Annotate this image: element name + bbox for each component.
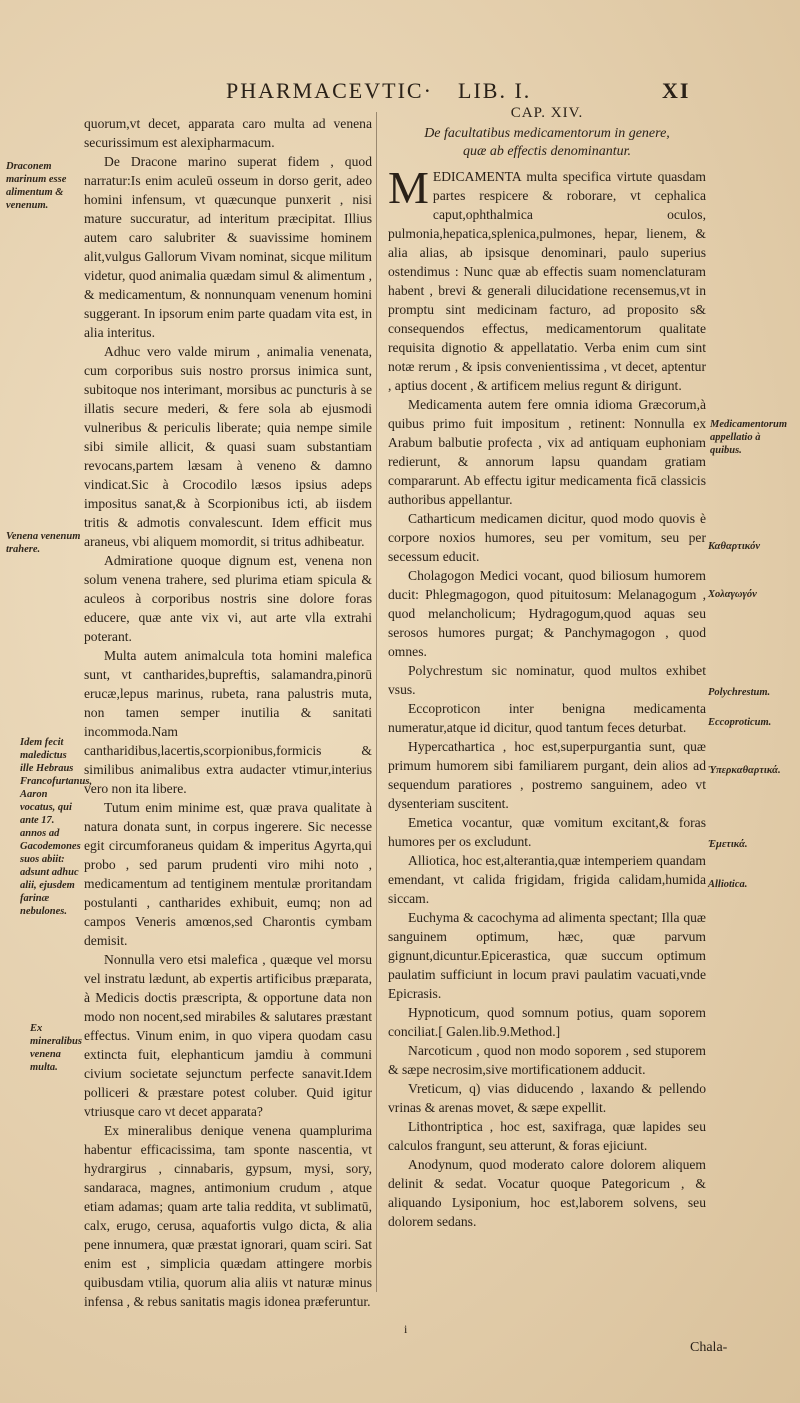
paragraph: Eccoproticon inter benigna medicamenta numeratur,atque id dicitur, quod tantum feces deturbat. xyxy=(388,701,706,735)
margin-note: Polychrestum. xyxy=(708,687,771,698)
paragraph: EDICAMENTA multa specifica virtute quasdam partes respicere & roborare, vt cephalica caput,ophthalmica oculos, pulmonia,hepatica,splenica,pulmones, hepar, lienem, & alia alias, ab ipsisque denominari, paulo superius ostendimus : Nunc quæ ab effectis suam nomenclaturam habent , brevi & generali dilucidatione recensemus,vt in promptu sint medicinam facturo, ad proposito s& consequendos effectus, medicamentorum qualitate requisita dignotio & appellatatio. Verba enim cum sint notæ rerum , & ipsis convenientissima , vt decet, aptentur , aptius docent , & artificem melius regunt & dirigunt. xyxy=(388,169,706,393)
drop-capital: M xyxy=(388,162,429,213)
paragraph: Nonnulla vero etsi malefica , quæque vel morsu vel instratu lædunt, ab expertis artificibus præparata, à Medicis doctis præscripta, & opportune data non modo non nocent,sed mirabiles & salutares præstant effectus. Vinum enim, in quo vipera quodam casu extincta fuit, elephanticum jamdiu à communi civium societate sejunctum perfecte sanavit.Idem polliceri & præstare potest coluber. Quid igitur vtriusque caro vt decet apparata? xyxy=(84,952,372,1119)
paragraph: Tutum enim minime est, quæ prava qualitate à natura donata sunt, in corpus ingerere. Sic necesse egit circumforaneus quidam & imperitus Agyrta,qui probo , sed parum prudenti viro mihi noto , medicamentum ad tentiginem mentulæ proritandam postulanti , cantharides exhibuit, eumq; non ad campos Veneris amœnos,sed Charontis cymbam demisit. xyxy=(84,800,372,948)
left-column xyxy=(84,114,372,1311)
subtitle-line: De facultatibus medicamentorum in genere, xyxy=(424,126,670,141)
paragraph: Vreticum, q) vias diducendo , laxando & pellendo vrinas & arenas movet, & sæpe expellit. xyxy=(388,1081,706,1115)
margin-note: Ὑπερκαθαρτικά. xyxy=(708,765,781,776)
running-title: PHARMACEVTIC· xyxy=(226,78,433,103)
folio-number: XI xyxy=(662,78,691,103)
paragraph: Emetica vocantur, quæ vomitum excitant,& foras humores per os excludunt. xyxy=(388,815,706,849)
paragraph: Medicamenta autem fere omnia idioma Græcorum,à quibus primo fuit impositum , retinent: Nonnulla ex Arabum balbutie profecta , vix ad antiquam euphoniam redierunt, & annorum lapsu quandam gratiam compararunt. Ab effectu igitur medicamenta ficā classicis authoribus appellantur. xyxy=(388,397,706,507)
chapter-heading: CAP. XIV. xyxy=(510,105,584,121)
margin-note: Alliotica. xyxy=(708,879,748,890)
paragraph: De Dracone marino superat fidem , quod narratur:Is enim aculeū osseum in dorso gerit, adeo homini infensum, vt quæcunque punxerit , nisi mature succuratur, ad interitum præcipitat. Illius autem caro salubriter & suavissime hominem alit,vulgus Gallorum Vivam nominat, sicque militum videtur, quod animalia quædam simul & alimentum , & medicamentum, & nonnunquam venenum homini suggerant. In ipsorum enim parte quadam vita est, in alia interitus. xyxy=(84,154,372,340)
paragraph: quorum,vt decet, apparata caro multa ad venena securissimum est alexipharmacum. xyxy=(84,116,372,150)
paragraph: Alliotica, hoc est,alterantia,quæ intemperiem quandam emendant, vt calida frigidam, frigida calidam,humida siccam. xyxy=(388,853,706,906)
subtitle-line: quæ ab effectis denominantur. xyxy=(463,144,631,159)
margin-note: Καθαρτικόν xyxy=(708,541,761,552)
paragraph: Euchyma & cacochyma ad alimenta spectant; Illa quæ sanguinem optimum, hæc, quæ parvum gignunt,dicuntur.Epicerastica, quæ succum optimum paulatim sufficiunt in locum pravi paulatim vacuati,vnde Epicrasis. xyxy=(388,910,706,1001)
paragraph: Narcoticum , quod non modo soporem , sed stuporem & sæpe necrosim,sive mortificationem adducit. xyxy=(388,1043,706,1077)
column-divider xyxy=(376,112,377,1292)
margin-note: Ex mineralibus venena multa. xyxy=(30,1023,82,1073)
signature-mark: i xyxy=(404,1322,408,1336)
paragraph: Admiratione quoque dignum est, venena non solum venena trahere, sed plurima etiam spicula & aculeos à corporibus nostris sine dolore foras educere, quæ ante vix vi, aut arte vlla extrahi poterant. xyxy=(84,553,372,644)
paragraph: Lithontriptica , hoc est, saxifraga, quæ lapides seu calculos frangunt, seu atterunt, & foras ejiciunt. xyxy=(388,1119,706,1153)
catchword: Chala- xyxy=(690,1340,728,1355)
paragraph: Hypercathartica , hoc est,superpurgantia sunt, quæ primum humorem sibi familiarem purgant, dein alios ad sequendum paratiores , postremo sanguinem, adeo vt dysenteriam suscitent. xyxy=(388,739,706,811)
chapter-subtitle xyxy=(388,125,706,161)
margin-note: Medicamentorum appellatio à quibus. xyxy=(710,419,788,456)
paragraph: Ex mineralibus denique venena quamplurima habentur efficacissima, tam sponte nascentia, vt hydrargirus , cinnabaris, gypsum, mysi, sory, sandaraca, magnes, antimonium crudum , atque etiam adamas; quam arte talia reddita, vt sublimatū, calx, erugo, cerusa, aquafortis vulgo dicta, & alia pene innumera, quæ præstat ignorari, quam sciri. Sat enim est , simplicia quædam attingere morbis quibusdam vtilia, quorum alia aliis vt naturæ minus infensa , & rebus sanitatis magis idonea præferuntur. xyxy=(84,1123,372,1309)
margin-note: Eccoproticum. xyxy=(708,717,772,728)
book-number: LIB. I. xyxy=(458,78,532,103)
margin-note: Χολαγωγόν xyxy=(708,589,757,600)
paragraph: Cholagogon Medici vocant, quod biliosum humorem ducit: Phlegmagogon, quod pituitosum: Melanagogum , quod melancholicum; Hydragogum,quod aquas seu serosos humores purgat; & Panchymagogon , quod omnes. xyxy=(388,568,706,659)
paragraph: Anodynum, quod moderato calore dolorem aliquem delinit & sedat. Vocatur quoque Pategoricum , & aliquando Lysiponium, hoc est,laborem solvens, seu dolorem sedans. xyxy=(388,1157,706,1229)
paragraph: Adhuc vero valde mirum , animalia venenata, cum corporibus suis nostro prorsus inimica sunt, subitoque nos interimant, morsibus ac puncturis à se illatis secure mederi, & fere sola ab ejusmodi vulneribus & periculis liberate; quia nempe simile sibi simile allicit, & quasi suam substantiam revocans,partem læsam à veneno & damno vindicat.Sic à Crocodilo læsos ipsius adeps impositus sanat,& à Scorpionibus icti, ab iisdem tritis & admotis convalescunt. Idem efficit mus araneus, vbi aliquem momordit, si tritus adhibeatur. xyxy=(84,344,372,549)
paragraph: Catharticum medicamen dicitur, quod modo quovis è corpore noxios humores, seu per vomitum, seu per secessum educit. xyxy=(388,511,706,564)
paragraph: Polychrestum sic nominatur, quod multos exhibet vsus. xyxy=(388,663,706,697)
margin-note: Venena venenum trahere. xyxy=(6,531,81,555)
paragraph: Multa autem animalcula tota homini malefica sunt, vt cantharides,bupreftis, salamandra,pinorū erucæ,lepus marinus, rubeta, rana palustris muta, non tamen semper inutilia & sanitati incommoda.Nam cantharidibus,lacertis,scorpionibus,formicis & similibus animalibus extra audacter vtimur,interius vero non ita libere. xyxy=(84,648,372,796)
margin-note: Draconem marinum esse alimentum & venenum. xyxy=(6,161,67,211)
margin-note: Ἐμετικά. xyxy=(708,839,748,850)
paragraph: Hypnoticum, quod somnum potius, quam soporem conciliat.[ Galen.lib.9.Method.] xyxy=(388,1005,706,1039)
margin-note: Idem fecit maledictus ille Hebraus Francofurtanus, Aaron vocatus, qui ante 17. annos ad Gacodemones suos abiit: adsunt adhuc alii, ejusdem farinæ nebulones. xyxy=(20,737,93,917)
right-column xyxy=(388,104,706,1231)
